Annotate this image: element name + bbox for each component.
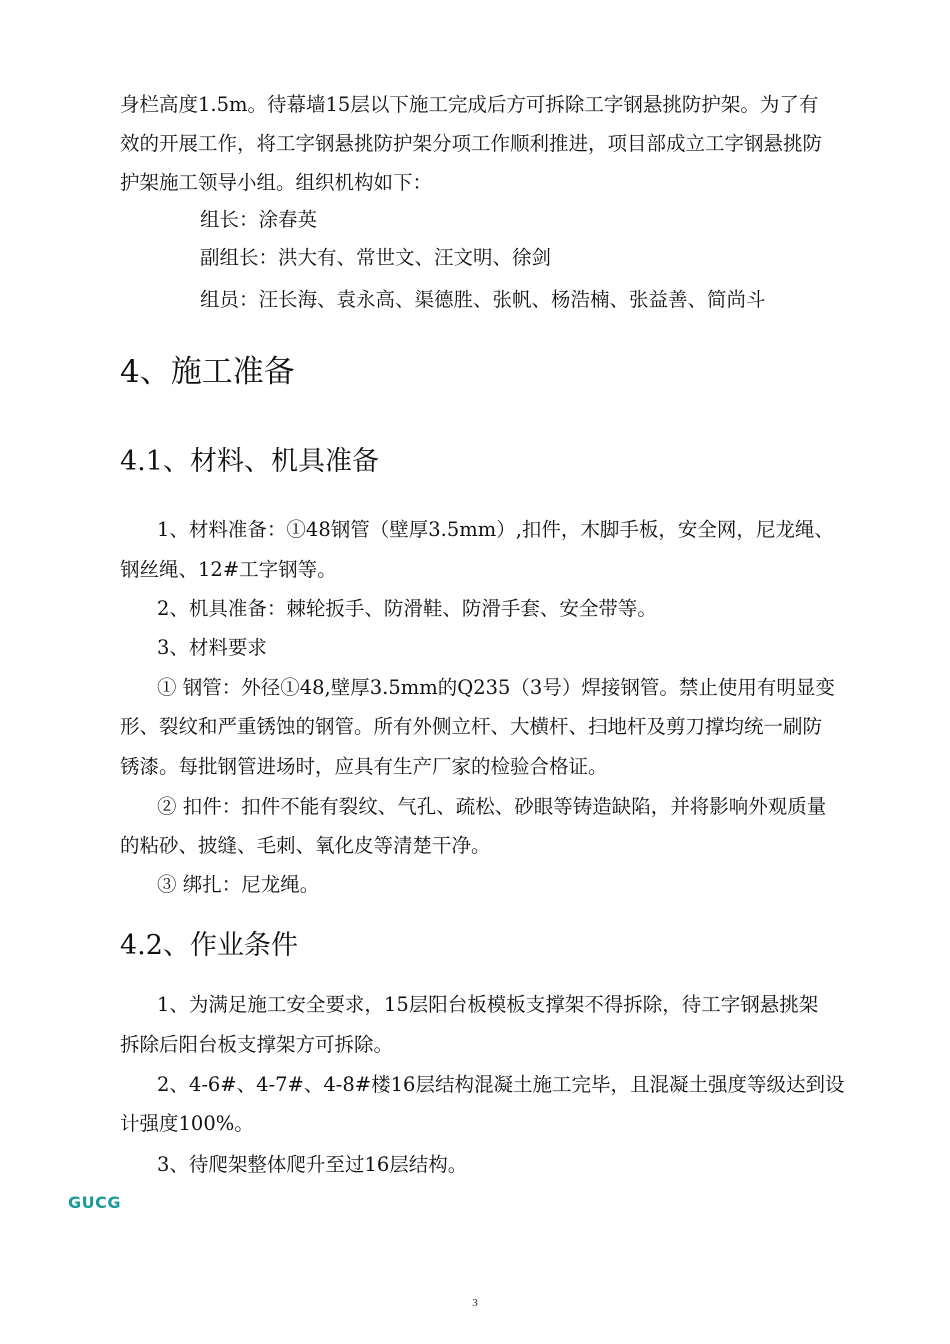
materials-item-cont: 钢丝绳、12#工字钢等。 <box>120 558 337 581</box>
group-leader: 组长：涂春英 <box>200 208 318 231</box>
page-number: 3 <box>472 1297 478 1309</box>
condition-item-cont: 拆除后阳台板支撑架方可拆除。 <box>120 1033 394 1056</box>
requirement-steel-pipe-cont: 形、裂纹和严重锈蚀的钢管。所有外侧立杆、大横杆、扫地杆及剪刀撑均统一刷防 <box>120 715 823 738</box>
requirement-binding: ③ 绑扎：尼龙绳。 <box>157 873 320 896</box>
subsection-heading: 4.2、作业条件 <box>120 930 298 961</box>
tools-item: 2、机具准备：棘轮扳手、防滑鞋、防滑手套、安全带等。 <box>157 597 657 620</box>
condition-item: 1、为满足施工安全要求，15层阳台板模板支撑架不得拆除，待工字钢悬挑架 <box>157 993 819 1016</box>
subsection-heading: 4.1、材料、机具准备 <box>120 446 379 477</box>
paragraph-line: 效的开展工作，将工字钢悬挑防护架分项工作顺利推进，项目部成立工字钢悬挑防 <box>120 132 823 155</box>
paragraph-line: 身栏高度1.5m。待幕墙15层以下施工完成后方可拆除工字钢悬挑防护架。为了有 <box>120 93 819 116</box>
condition-item: 2、4-6#、4-7#、4-8#楼16层结构混凝土施工完毕，且混凝土强度等级达到设 <box>157 1073 845 1096</box>
deputy-leaders: 副组长：洪大有、常世文、汪文明、徐剑 <box>200 246 552 269</box>
requirement-fastener: ② 扣件：扣件不能有裂纹、气孔、疏松、砂眼等铸造缺陷，并将影响外观质量 <box>157 795 827 818</box>
group-members: 组员：汪长海、袁永高、渠德胜、张帆、杨浩楠、张益善、简尚斗 <box>200 288 766 311</box>
requirement-steel-pipe: ① 钢管：外径①48,壁厚3.5mm的Q235（3号）焊接钢管。禁止使用有明显变 <box>157 676 835 699</box>
gucg-logo: GUCG <box>68 1193 121 1212</box>
requirement-fastener-cont: 的粘砂、披缝、毛刺、氧化皮等清楚干净。 <box>120 834 491 857</box>
condition-item-cont: 计强度100%。 <box>120 1112 254 1135</box>
requirement-steel-pipe-cont: 锈漆。每批钢管进场时，应具有生产厂家的检验合格证。 <box>120 755 608 778</box>
requirements-item: 3、材料要求 <box>157 636 267 659</box>
section-heading: 4、施工准备 <box>120 354 295 390</box>
condition-item: 3、待爬架整体爬升至过16层结构。 <box>157 1153 468 1176</box>
paragraph-line: 护架施工领导小组。组织机构如下： <box>120 171 433 194</box>
materials-item: 1、材料准备：①48钢管（壁厚3.5mm）,扣件，木脚手板，安全网，尼龙绳、 <box>157 518 834 541</box>
